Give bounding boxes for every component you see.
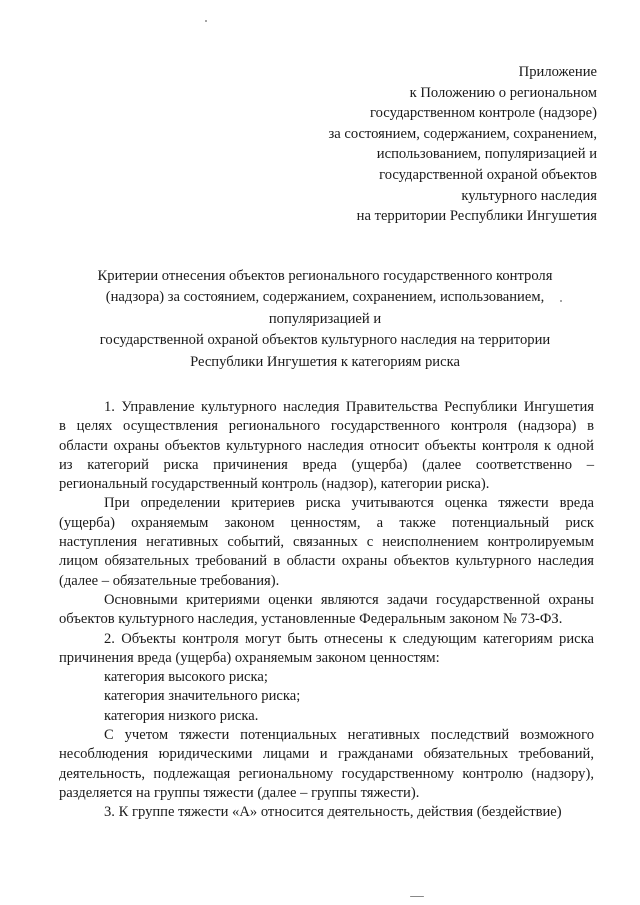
paragraph-line: категория высокого риска;: [104, 669, 268, 686]
appendix-line: культурного наследия: [461, 187, 597, 204]
scan-speck: [205, 20, 207, 22]
appendix-line: на территории Республики Ингушетия: [356, 208, 597, 225]
paragraph-line: Основными критериями оценки являются задачи государственной охраны: [104, 591, 594, 608]
paragraph: [59, 803, 594, 822]
paragraph-line: в целях осуществления регионального государственного контроля (надзора) в: [59, 418, 594, 435]
paragraph-line: 2. Объекты контроля могут быть отнесены к следующим категориям риска: [104, 630, 594, 647]
paragraph: [59, 726, 594, 803]
paragraph-line: С учетом тяжести потенциальных негативных последствий возможного: [104, 727, 594, 744]
paragraph-line: области охраны объектов культурного наследия относит объекты контроля к одной: [59, 437, 594, 454]
appendix-line: государственной охраной объектов: [379, 166, 597, 183]
paragraph-line: объектов культурного наследия, установленные Федеральным законом № 73-ФЗ.: [59, 611, 563, 628]
paragraph-line: 1. Управление культурного наследия Правительства Республики Ингушетия: [104, 399, 594, 415]
paragraph: [59, 398, 594, 494]
paragraph-line: из категорий риска причинения вреда (ущерба) (далее соответственно –: [59, 456, 594, 473]
title-line: Республики Ингушетия к категориям риска: [190, 353, 460, 370]
paragraph-line: разделяется на группы тяжести (далее – группы тяжести).: [59, 784, 420, 801]
paragraph-line: категория значительного риска;: [104, 688, 301, 705]
paragraph-line: категория низкого риска.: [104, 707, 259, 724]
appendix-line: к Положению о региональном: [409, 84, 597, 101]
title-line: Критерии отнесения объектов регионального государственного контроля: [97, 268, 553, 284]
title-line: государственной охраной объектов культурного наследия на территории: [99, 332, 551, 349]
document-title: [60, 266, 590, 373]
paragraph: [59, 494, 594, 590]
scan-speck: [560, 300, 562, 302]
paragraph-line: (ущерба) охраняемым законом ценностям, а также потенциальный риск: [59, 514, 594, 531]
appendix-line: за состоянием, содержанием, сохранением,: [328, 125, 597, 142]
paragraph-line: деятельность, подлежащая региональному государственному контролю (надзору),: [59, 765, 594, 782]
scan-speck: [410, 896, 424, 897]
paragraph-line: При определении критериев риска учитываются оценка тяжести вреда: [104, 495, 594, 512]
paragraph-line: несоблюдения юридическими лицами и гражданами обязательных требований,: [59, 746, 594, 763]
title-line: популяризацией и: [268, 310, 382, 327]
paragraph-line: наступления негативных событий, связанных с неисполнением контролируемым: [59, 534, 594, 551]
list-item: [59, 668, 594, 687]
paragraph-line: причинения вреда (ущерба) охраняемым законом ценностям:: [59, 649, 440, 666]
list-item: [59, 687, 594, 706]
appendix-header: [277, 62, 597, 227]
appendix-line: государственном контроле (надзоре): [370, 105, 597, 122]
appendix-line: Приложение: [518, 64, 597, 80]
paragraph: [59, 591, 594, 630]
appendix-line: использованием, популяризацией и: [376, 146, 597, 163]
paragraph: [59, 630, 594, 669]
paragraph-line: лицом обязательных требований в области охраны объектов культурного наследия: [59, 553, 594, 570]
paragraph-line: 3. К группе тяжести «А» относится деятельность, действия (бездействие): [104, 804, 562, 821]
title-line: (надзора) за состоянием, содержанием, сохранением, использованием,: [105, 289, 545, 306]
list-item: [59, 707, 594, 726]
paragraph-line: (далее – обязательные требования).: [59, 572, 280, 589]
paragraph-line: региональный государственный контроль (надзор), категории риска).: [59, 476, 490, 493]
document-body: [59, 398, 594, 823]
